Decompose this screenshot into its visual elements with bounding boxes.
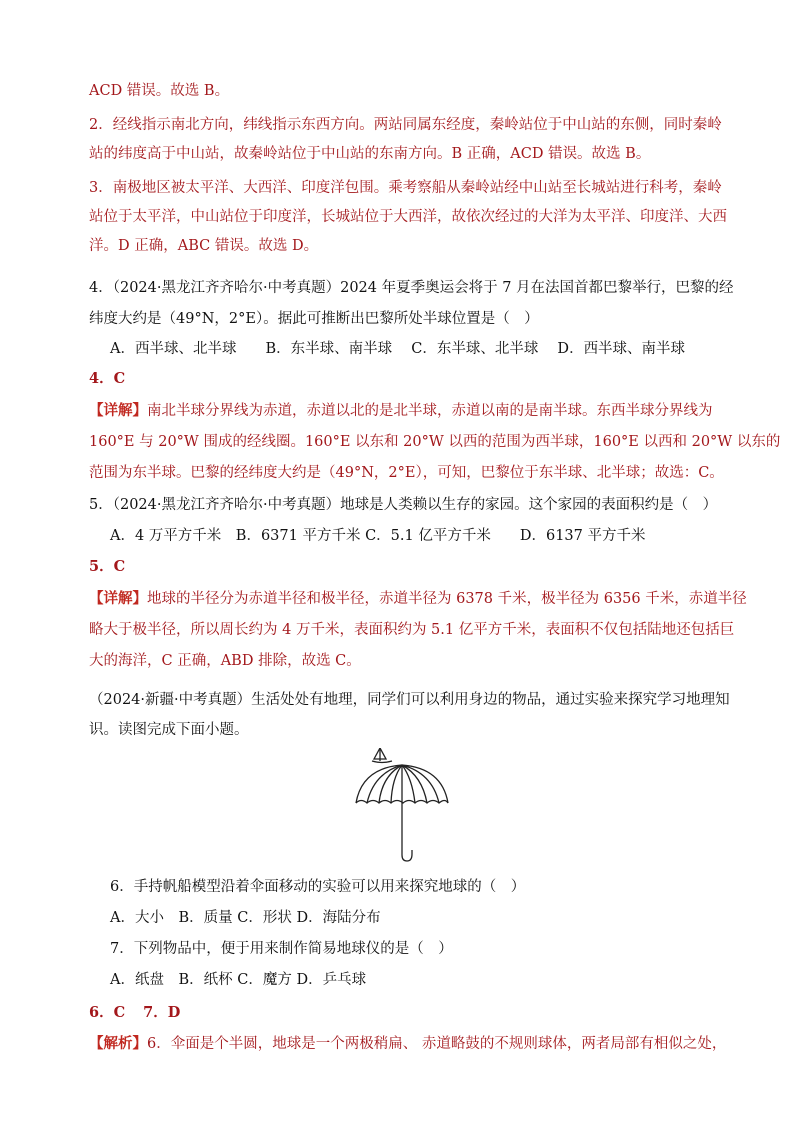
question-4-stem: 4．（2024·黑龙江齐齐哈尔·中考真题）2024 年夏季奥运会将于 7 月在法国首都巴黎举行，巴黎的经 xyxy=(89,280,734,296)
question-6-options: A．大小 B．质量 C．形状 D．海陆分布 xyxy=(110,910,381,926)
question-7-stem: 7．下列物品中，便于用来制作简易地球仪的是（ ） xyxy=(110,941,453,957)
question-4-explanation: 【详解】南北半球分界线为赤道，赤道以北的是北半球，赤道以南的是南半球。东西半球分界线为 xyxy=(89,402,713,419)
question-5-answer: 5．C xyxy=(89,558,126,575)
answers-6-7: 6．C 7．D xyxy=(89,1004,181,1021)
question-5-stem: 5．（2024·黑龙江齐齐哈尔·中考真题）地球是人类赖以生存的家园。这个家园的表面积约是（ ） xyxy=(89,497,718,513)
explanation-tag: 【详解】 xyxy=(89,402,147,419)
question-6-7-explanation: 【解析】6．伞面是个半圆，地球是一个两极稍扁、 赤道略鼓的不规则球体，两者局部有相似之处， xyxy=(89,1035,727,1052)
text-line: 2．经线指示南北方向，纬线指示东西方向。两站同属东经度，秦岭站位于中山站的东侧，同时秦岭 xyxy=(89,117,722,133)
question-4-stem: 纬度大约是（49°N，2°E）。据此可推断出巴黎所处半球位置是（ ） xyxy=(89,311,539,327)
text-line: ACD 错误。故选 B。 xyxy=(89,83,230,99)
question-4-options: A．西半球、北半球 B．东半球、南半球 C．东半球、北半球 D．西半球、南半球 xyxy=(110,341,686,357)
question-group-intro: 识。读图完成下面小题。 xyxy=(89,722,249,738)
text-line: 站位于太平洋，中山站位于印度洋，长城站位于大西洋，故依次经过的大洋为太平洋、印度洋、大西 xyxy=(89,209,727,225)
question-5-options: A．4 万平方千米 B．6371 平方千米 C．5.1 亿平方千米 D．6137 平方千米 xyxy=(110,528,646,544)
explanation-tag: 【详解】 xyxy=(89,590,147,607)
question-5-explanation: 【详解】地球的半径分为赤道半径和极半径，赤道半径为 6378 千米，极半径为 6356 千米，赤道半径 xyxy=(89,590,747,607)
question-5-explanation: 略大于极半径，所以周长约为 4 万千米，表面积约为 5.1 亿平方千米，表面积不仅包括陆地还包括巨 xyxy=(89,622,735,638)
text-line: 3．南极地区被太平洋、大西洋、印度洋包围。乘考察船从秦岭站经中山站至长城站进行科考，秦岭 xyxy=(89,180,722,196)
explanation-tag: 【解析】 xyxy=(89,1035,147,1052)
question-5-explanation: 大的海洋，C 正确，ABD 排除，故选 C。 xyxy=(89,653,361,669)
question-7-options: A．纸盘 B．纸杯 C．魔方 D．乒乓球 xyxy=(110,972,367,988)
question-4-explanation: 160°E 与 20°W 围成的经线圈。160°E 以东和 20°W 以西的范围为西半球，160°E 以西和 20°W 以东的 xyxy=(89,434,781,450)
text-line: 站的纬度高于中山站，故秦岭站位于中山站的东南方向。B 正确，ACD 错误。故选 B。 xyxy=(89,146,651,162)
text-line: 洋。D 正确，ABC 错误。故选 D。 xyxy=(89,238,319,254)
question-6-stem: 6．手持帆船模型沿着伞面移动的实验可以用来探究地球的（ ） xyxy=(110,879,526,895)
umbrella-with-sailboat-icon xyxy=(352,748,462,870)
question-4-explanation: 范围为东半球。巴黎的经纬度大约是（49°N，2°E），可知，巴黎位于东半球、北半球；故选：C。 xyxy=(89,465,724,481)
question-group-intro: （2024·新疆·中考真题）生活处处有地理，同学们可以利用身边的物品，通过实验来探究学习地理知 xyxy=(89,692,730,708)
question-4-answer: 4．C xyxy=(89,370,126,387)
